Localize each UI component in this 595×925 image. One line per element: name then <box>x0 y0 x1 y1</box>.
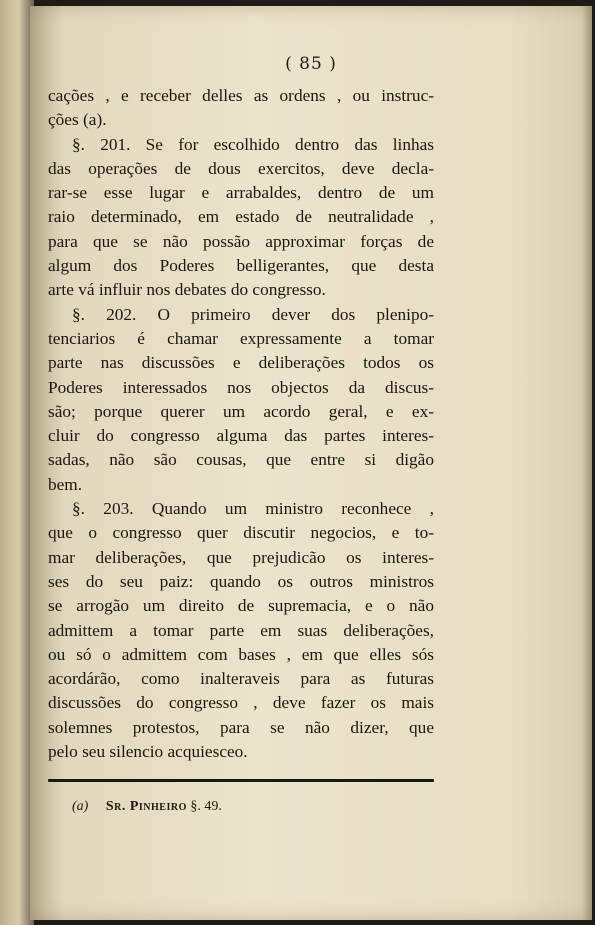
paragraph-203-start: §. 203. Quando um ministro reconhece , <box>72 499 434 519</box>
text-line: parte nas discussões e deliberações todos os <box>48 353 434 373</box>
text-line: mar deliberações, que prejudicão os interes- <box>48 547 434 567</box>
text-line: das operações de dous exercitos, deve decla- <box>48 158 434 178</box>
text-line: são; porque querer um acordo geral, e ex- <box>48 401 434 421</box>
text-line: tenciarios é chamar expressamente a tomar <box>48 328 434 348</box>
text-line: pelo seu silencio acquiesceo. <box>48 742 248 762</box>
text-line: solemnes protestos, para se não dizer, que <box>48 717 434 737</box>
text-line: cações , e receber delles as ordens , ou instruc- <box>48 86 434 105</box>
text-line: Poderes interessados nos objectos da discus- <box>48 377 434 397</box>
text-line: sadas, não são cousas, que entre si digão <box>48 450 434 470</box>
text-line: se arrogão um direito de supremacia, e o não <box>48 596 434 616</box>
text-line: acordárão, como inalteraveis para as futuras <box>48 669 434 689</box>
text-line: arte vá influir nos debates do congresso. <box>48 280 326 300</box>
footnote-ref: §. 49. <box>190 799 222 814</box>
page-edge-shadow <box>582 6 592 920</box>
text-line: admittem a tomar parte em suas deliberações, <box>48 620 434 640</box>
footnote <box>72 799 222 815</box>
text-line: rar-se esse lugar e arrabaldes, dentro de um <box>48 183 434 203</box>
paragraph-201-start: §. 201. Se for escolhido dentro das linhas <box>72 134 434 154</box>
text-line: cluir do congresso alguma das partes interes- <box>48 426 434 446</box>
page-number: ( 85 ) <box>285 54 337 74</box>
text-line: raio determinado, em estado de neutralidade , <box>48 207 434 227</box>
text-line: que o congresso quer discutir negocios, e to- <box>48 523 434 543</box>
footnote-author: Sr. Pinheiro <box>105 799 187 814</box>
text-line: para que se não possão approximar forças de <box>48 231 434 251</box>
left-page-edge <box>0 0 34 925</box>
body-text <box>48 84 434 764</box>
text-line: discussões do congresso , deve fazer os mais <box>48 693 434 713</box>
footnote-divider <box>48 779 434 782</box>
text-line: ou só o admittem com bases , em que elles sós <box>48 644 434 664</box>
footnote-mark: (a) <box>72 799 89 814</box>
text-line: ções (a). <box>48 110 107 130</box>
text-line: bem. <box>48 474 83 494</box>
paragraph-202-start: §. 202. O primeiro dever dos plenipo- <box>72 304 434 324</box>
text-line: algum dos Poderes belligerantes, que desta <box>48 256 434 276</box>
text-line: ses do seu paiz: quando os outros ministros <box>48 571 434 591</box>
